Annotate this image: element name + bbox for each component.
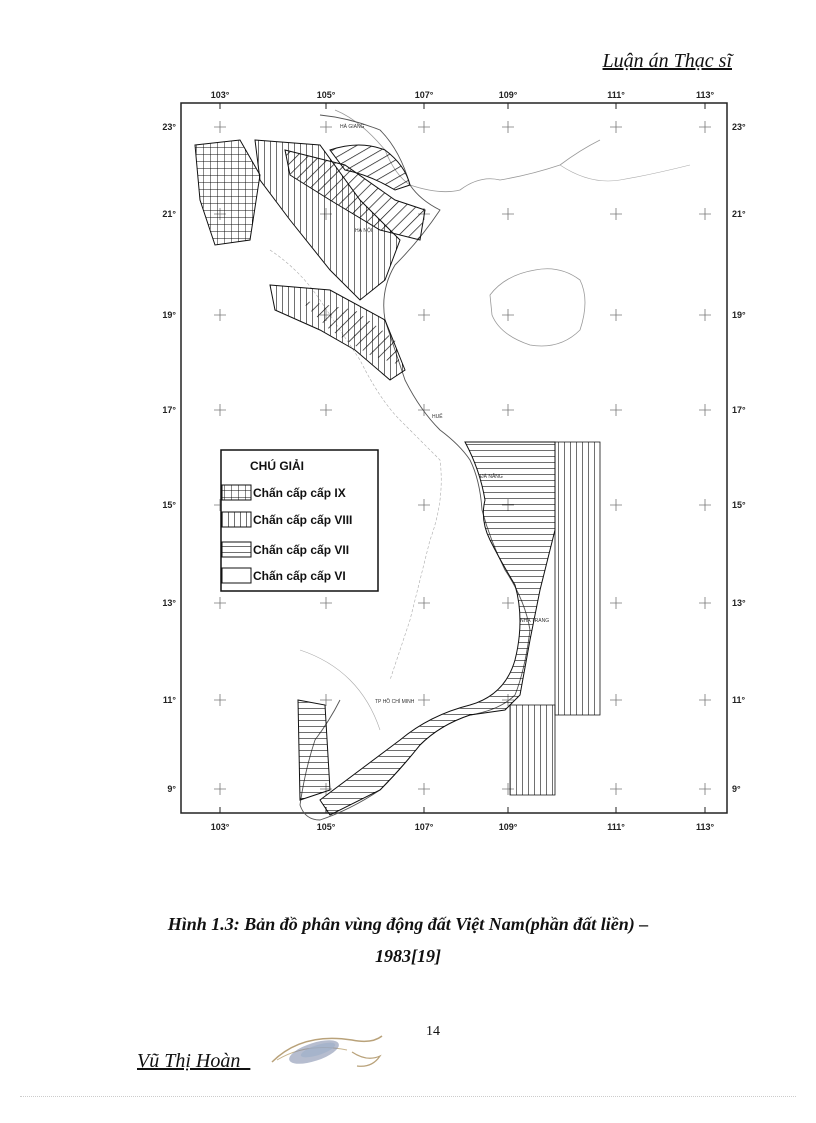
china-coastline-east bbox=[560, 165, 690, 181]
graticule-cross bbox=[418, 694, 430, 706]
graticule-cross bbox=[320, 121, 332, 133]
legend-title: CHÚ GIẢI bbox=[250, 459, 304, 473]
latitude-labels-right bbox=[732, 122, 746, 794]
longitude-label: 109° bbox=[498, 822, 518, 832]
longitude-label: 113° bbox=[695, 90, 715, 100]
longitude-label: 111° bbox=[607, 90, 625, 100]
graticule-cross bbox=[502, 309, 514, 321]
graticule-cross bbox=[610, 499, 622, 511]
figure-caption-line2: 1983[19] bbox=[375, 946, 441, 966]
latitude-label: 21° bbox=[732, 209, 746, 219]
graticule-cross bbox=[214, 404, 226, 416]
longitude-label: 105° bbox=[316, 90, 336, 100]
graticule-cross bbox=[610, 597, 622, 609]
footer-divider bbox=[20, 1096, 796, 1097]
latitude-label: 11° bbox=[162, 695, 176, 705]
latitude-label: 17° bbox=[732, 405, 746, 415]
graticule-cross bbox=[502, 597, 514, 609]
graticule-cross bbox=[214, 597, 226, 609]
graticule-cross bbox=[214, 121, 226, 133]
longitude-labels-top bbox=[211, 90, 715, 100]
longitude-label: 105° bbox=[316, 822, 336, 832]
zone-ix-northwest bbox=[195, 140, 260, 245]
document-header-title: Luận án Thạc sĩ bbox=[602, 50, 732, 72]
graticule-cross bbox=[610, 309, 622, 321]
latitude-label: 15° bbox=[162, 500, 176, 510]
place-label: NHA TRANG bbox=[520, 618, 550, 624]
figure-caption-line1: Hình 1.3: Bản đồ phân vùng động đất Việt Nam(phần đất liền) – bbox=[167, 914, 649, 934]
latitude-label: 13° bbox=[732, 598, 746, 608]
latitude-label: 19° bbox=[732, 310, 746, 320]
graticule-cross bbox=[214, 309, 226, 321]
longitude-label: 113° bbox=[695, 822, 715, 832]
graticule-cross bbox=[418, 309, 430, 321]
zone-vii-mekong bbox=[298, 700, 330, 800]
longitude-labels-bottom bbox=[211, 822, 715, 832]
latitude-label: 9° bbox=[167, 784, 176, 794]
graticule-cross bbox=[699, 404, 711, 416]
latitude-label: 11° bbox=[732, 695, 746, 705]
latitude-label: 23° bbox=[732, 122, 746, 132]
place-label: HÀ NỘI bbox=[355, 228, 373, 234]
legend-label-vi: Chấn cấp cấp VI bbox=[253, 569, 346, 583]
graticule-cross bbox=[320, 597, 332, 609]
graticule-cross bbox=[699, 783, 711, 795]
legend-label-viii: Chấn cấp cấp VIII bbox=[253, 513, 353, 527]
latitude-labels-left bbox=[162, 122, 176, 794]
graticule-cross bbox=[699, 309, 711, 321]
latitude-label: 17° bbox=[162, 405, 176, 415]
place-label: HUẾ bbox=[432, 414, 443, 420]
graticule-cross bbox=[214, 694, 226, 706]
hainan-island bbox=[490, 269, 585, 346]
longitude-label: 107° bbox=[414, 822, 434, 832]
zone-offshore-strip bbox=[555, 442, 600, 715]
feather-ornament-icon bbox=[262, 1022, 390, 1074]
place-label: ĐÀ NẴNG bbox=[480, 474, 503, 480]
graticule-cross bbox=[320, 404, 332, 416]
legend-swatch-viii bbox=[222, 512, 251, 527]
latitude-label: 21° bbox=[162, 209, 176, 219]
legend-swatch-ix bbox=[222, 485, 251, 500]
graticule-cross bbox=[502, 208, 514, 220]
zone-viii-thanh-hoa-diag bbox=[300, 300, 400, 365]
latitude-label: 13° bbox=[162, 598, 176, 608]
latitude-label: 9° bbox=[732, 784, 741, 794]
graticule-cross bbox=[418, 783, 430, 795]
graticule-cross bbox=[610, 783, 622, 795]
place-label: HÀ GIANG bbox=[340, 124, 365, 130]
latitude-label: 23° bbox=[162, 122, 176, 132]
graticule-cross bbox=[699, 208, 711, 220]
graticule-cross bbox=[610, 694, 622, 706]
graticule-cross bbox=[610, 208, 622, 220]
longitude-label: 107° bbox=[414, 90, 434, 100]
graticule-cross bbox=[610, 404, 622, 416]
place-label: TP HỒ CHÍ MINH bbox=[375, 699, 415, 705]
author-name: Vũ Thị Hoàn bbox=[137, 1050, 251, 1072]
legend-swatch-vi bbox=[222, 568, 251, 583]
graticule-cross bbox=[699, 121, 711, 133]
graticule-cross bbox=[214, 783, 226, 795]
graticule-cross bbox=[610, 121, 622, 133]
longitude-label: 109° bbox=[498, 90, 518, 100]
graticule-cross bbox=[418, 499, 430, 511]
longitude-label: 111° bbox=[607, 822, 625, 832]
legend-label-ix: Chấn cấp cấp IX bbox=[253, 486, 346, 500]
map-legend bbox=[221, 450, 378, 591]
graticule-cross bbox=[502, 121, 514, 133]
zone-offshore-south bbox=[510, 705, 555, 795]
legend-label-vii: Chấn cấp cấp VII bbox=[253, 543, 350, 557]
graticule-cross bbox=[699, 499, 711, 511]
latitude-label: 19° bbox=[162, 310, 176, 320]
longitude-label: 103° bbox=[210, 822, 230, 832]
graticule-cross bbox=[418, 597, 430, 609]
legend-swatch-vii bbox=[222, 542, 251, 557]
page-number: 14 bbox=[426, 1024, 440, 1039]
longitude-label: 103° bbox=[210, 90, 230, 100]
graticule-cross bbox=[418, 121, 430, 133]
graticule-cross bbox=[699, 694, 711, 706]
graticule-cross bbox=[699, 597, 711, 609]
graticule-cross bbox=[502, 404, 514, 416]
latitude-label: 15° bbox=[732, 500, 746, 510]
